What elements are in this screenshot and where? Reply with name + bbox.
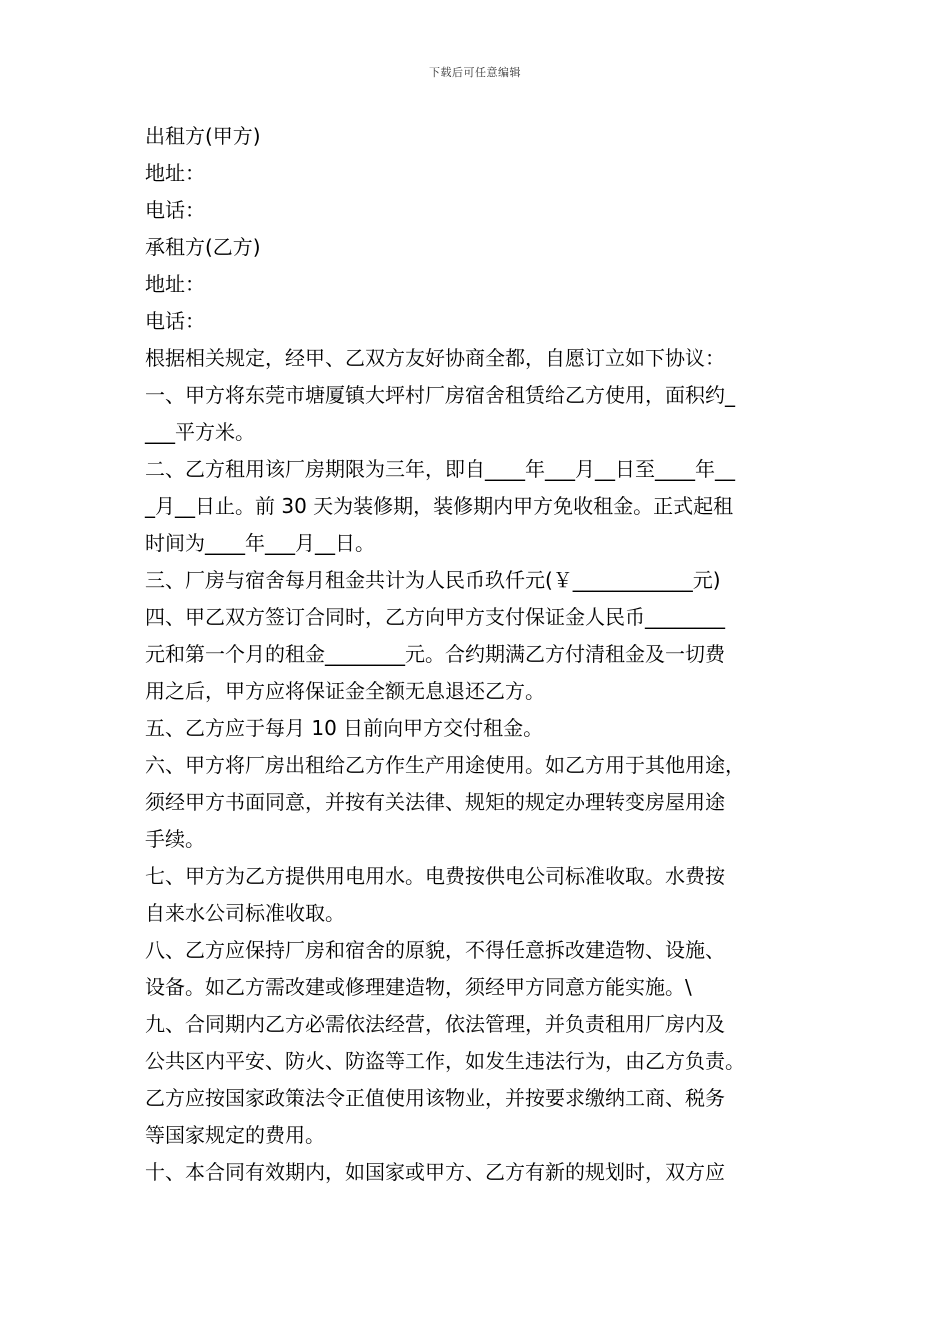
text-line: 手续。 xyxy=(145,827,205,851)
page-header-note: 下载后可任意编辑 xyxy=(429,66,521,79)
text-line: 六、甲方将厂房出租给乙方作生产用途使用。如乙方用于其他用途， xyxy=(145,753,745,777)
text-line: 电话： xyxy=(145,309,205,333)
text-line: _月__日止。前 30 天为装修期，装修期内甲方免收租金。正式起租 xyxy=(145,494,734,518)
text-line: 自来水公司标准收取。 xyxy=(145,901,345,925)
text-line: 五、乙方应于每月 10 日前向甲方交付租金。 xyxy=(145,716,544,740)
text-line: 四、甲乙双方签订合同时，乙方向甲方支付保证金人民币________ xyxy=(145,605,725,629)
text-line: 公共区内平安、防火、防盗等工作，如发生违法行为，由乙方负责。 xyxy=(145,1049,745,1073)
text-line: 承租方(乙方) xyxy=(145,235,261,259)
text-line: 元和第一个月的租金________元。合约期满乙方付清租金及一切费 xyxy=(145,642,725,666)
text-line: 一、甲方将东莞市塘厦镇大坪村厂房宿舍租赁给乙方使用，面积约_ xyxy=(145,383,735,407)
text-line: 根据相关规定，经甲、乙双方友好协商全都，自愿订立如下协议： xyxy=(145,346,725,370)
text-line: 电话： xyxy=(145,198,205,222)
text-line: 设备。如乙方需改建或修理建造物，须经甲方同意方能实施。\ xyxy=(145,975,692,999)
text-line: 八、乙方应保持厂房和宿舍的原貌，不得任意拆改建造物、设施、 xyxy=(145,938,725,962)
text-line: 出租方(甲方) xyxy=(145,124,261,148)
text-line: ___平方米。 xyxy=(145,420,255,444)
text-line: 三、厂房与宿舍每月租金共计为人民币玖仟元(￥____________元) xyxy=(145,568,721,592)
text-line: 时间为____年___月__日。 xyxy=(145,531,375,555)
text-line: 等国家规定的费用。 xyxy=(145,1123,325,1147)
text-line: 须经甲方书面同意，并按有关法律、规矩的规定办理转变房屋用途 xyxy=(145,790,725,814)
text-line: 地址： xyxy=(145,161,205,185)
text-line: 地址： xyxy=(145,272,205,296)
text-line: 二、乙方租用该厂房期限为三年，即自____年___月__日至____年__ xyxy=(145,457,735,481)
contract-body xyxy=(145,118,815,1191)
text-line: 七、甲方为乙方提供用电用水。电费按供电公司标准收取。水费按 xyxy=(145,864,725,888)
text-line: 九、合同期内乙方必需依法经营，依法管理，并负责租用厂房内及 xyxy=(145,1012,725,1036)
text-line: 十、本合同有效期内，如国家或甲方、乙方有新的规划时，双方应 xyxy=(145,1160,725,1184)
text-line: 乙方应按国家政策法令正值使用该物业，并按要求缴纳工商、税务 xyxy=(145,1086,725,1110)
text-line: 用之后，甲方应将保证金全额无息退还乙方。 xyxy=(145,679,545,703)
